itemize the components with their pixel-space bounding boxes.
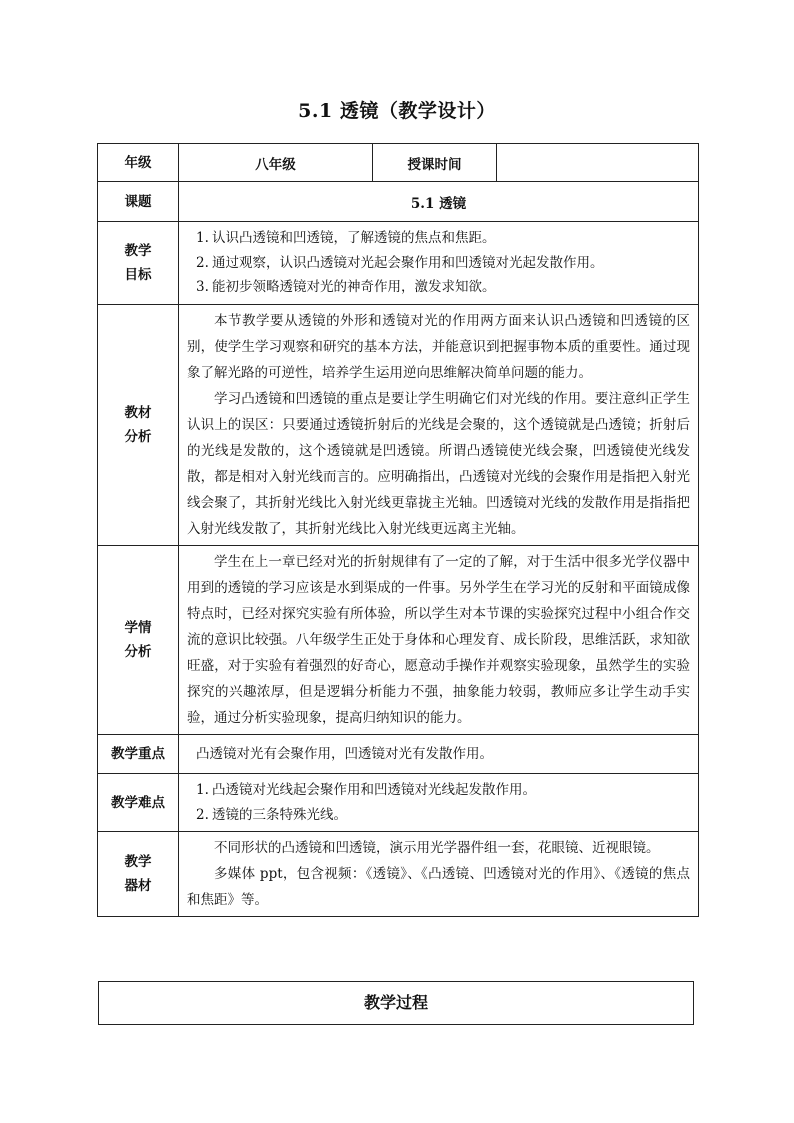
item-number: 1. [196, 230, 209, 247]
students-paragraph: 学生在上一章已经对光的折射规律有了一定的了解，对于生活中很多光学仪器中用到的透镜的学习应该是水到渠成的一件事。另外学生在学习光的反射和平面镜成像特点时，已经对探究实验有所体验，所以学生对本节课的实验探究过程中小组合作交流的意识比较强。八年级学生正处于身体和心理发育、成长阶段，思维活跃，求知欲旺盛，对于实验有着强烈的好奇心，愿意动手操作并观察实验现象，虽然学生的实验探究的兴趣浓厚，但是逻辑分析能力不强，抽象能力较弱，教师应多让学生动手实验，通过分析实验现象，提高归纳知识的能力。 [187, 554, 690, 726]
equipment-label-line1: 教学 [124, 854, 152, 870]
material-label-line2: 分析 [124, 429, 152, 445]
lesson-time-value [497, 144, 699, 182]
item-number: 2. [196, 254, 209, 271]
material-row [98, 305, 699, 546]
equipment-label-line2: 器材 [124, 878, 152, 894]
item-number: 1. [196, 782, 209, 798]
key-points-content: 凸透镜对光有会聚作用，凹透镜对光有发散作用。 [179, 735, 699, 774]
students-content [179, 546, 699, 735]
objectives-label [98, 222, 179, 305]
item-text: 凸透镜对光线起会聚作用和凹透镜对光线起发散作用。 [212, 782, 536, 798]
objective-item [196, 275, 690, 300]
teaching-process-heading: 教学过程 [98, 981, 694, 1025]
difficulty-item [196, 778, 690, 803]
objectives-row [98, 222, 699, 305]
grade-row [98, 144, 699, 182]
difficulties-row [98, 774, 699, 832]
item-text: 透镜的三条特殊光线。 [212, 806, 347, 823]
material-paragraph: 本节教学要从透镜的外形和透镜对光的作用两方面来认识凸透镜和凹透镜的区别，使学生学习观察和研究的基本方法，并能意识到把握事物本质的重要性。通过现象了解光路的可逆性，培养学生运用逆向思维解决简单问题的能力。 [187, 313, 690, 381]
equipment-label [98, 832, 179, 917]
material-label [98, 305, 179, 546]
item-text: 能初步领略透镜对光的神奇作用，激发求知欲。 [212, 279, 496, 296]
students-row [98, 546, 699, 735]
topic-label: 课题 [98, 182, 179, 222]
objectives-label-line2: 目标 [124, 267, 152, 283]
objectives-label-line1: 教学 [124, 243, 152, 259]
key-points-label: 教学重点 [98, 735, 179, 774]
equipment-paragraph: 不同形状的凸透镜和凹透镜，演示用光学器件组一套，花眼镜、近视眼镜。 [214, 840, 660, 856]
students-label-line2: 分析 [124, 644, 152, 660]
item-text: 通过观察，认识凸透镜对光起会聚作用和凹透镜对光起发散作用。 [212, 254, 604, 271]
material-paragraph: 学习凸透镜和凹透镜的重点是要让学生明确它们对光线的作用。要注意纠正学生认识上的误区：只要通过透镜折射后的光线是会聚的，这个透镜就是凸透镜；折射后的光线是发散的，这个透镜就是凹透镜。所谓凸透镜使光线会聚，凹透镜使光线发散，都是相对入射光线而言的。应明确指出，凸透镜对光线的会聚作用是指把入射光线会聚了，其折射光线比入射光线更靠拢主光轴。凹透镜对光线的发散作用是指指把入射光线发散了，其折射光线比入射光线更远离主光轴。 [187, 391, 690, 537]
key-points-row [98, 735, 699, 774]
lesson-time-label: 授课时间 [373, 144, 497, 182]
equipment-paragraph: 多媒体 ppt，包含视频：《透镜》、《凸透镜、凹透镜对光的作用》、《透镜的焦点和焦距》等。 [187, 866, 690, 908]
equipment-row [98, 832, 699, 917]
grade-value: 八年级 [179, 144, 373, 182]
equipment-content [179, 832, 699, 917]
difficulty-item [196, 803, 690, 828]
item-number: 3. [196, 279, 209, 296]
difficulties-content [179, 774, 699, 832]
objective-item [196, 251, 690, 276]
students-label-line1: 学情 [124, 620, 152, 636]
students-label [98, 546, 179, 735]
item-number: 2. [196, 806, 209, 823]
material-label-line1: 教材 [124, 405, 152, 421]
objective-item [196, 226, 690, 251]
lesson-info-table [97, 143, 699, 917]
objectives-content [179, 222, 699, 305]
item-text: 认识凸透镜和凹透镜，了解透镜的焦点和焦距。 [212, 230, 496, 247]
document-title: 5.1 透镜（教学设计） [298, 100, 496, 122]
topic-row [98, 182, 699, 222]
grade-label: 年级 [98, 144, 179, 182]
topic-value: 5.1 透镜 [179, 182, 699, 222]
material-content [179, 305, 699, 546]
difficulties-label: 教学难点 [98, 774, 179, 832]
